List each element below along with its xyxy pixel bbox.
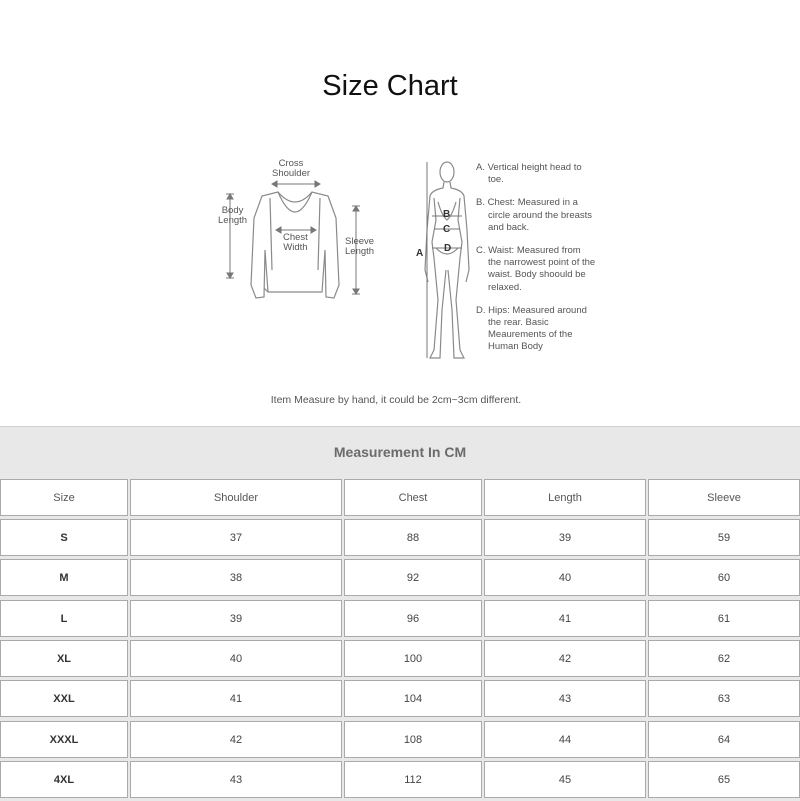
letter-b: B xyxy=(443,209,451,220)
letter-d: D xyxy=(444,243,452,254)
cell-length: 41 xyxy=(484,600,646,637)
sleeve-length-label xyxy=(345,237,374,257)
diagram-drawing xyxy=(0,150,800,380)
cell-length: 40 xyxy=(484,559,646,596)
cell-chest: 100 xyxy=(344,640,482,677)
cell-shoulder: 38 xyxy=(130,559,342,596)
cell-length: 45 xyxy=(484,761,646,798)
cell-size: XL xyxy=(0,640,128,677)
body-illustration xyxy=(425,162,469,358)
letter-a: A xyxy=(416,248,424,259)
cell-length: 39 xyxy=(484,519,646,556)
cell-shoulder: 39 xyxy=(130,600,342,637)
cell-sleeve: 62 xyxy=(648,640,800,677)
body-length-label xyxy=(218,206,247,226)
cell-chest: 104 xyxy=(344,680,482,717)
cell-chest: 88 xyxy=(344,519,482,556)
cell-size: S xyxy=(0,519,128,556)
letter-c: C xyxy=(443,224,451,235)
cell-chest: 96 xyxy=(344,600,482,637)
size-table xyxy=(0,426,800,801)
cell-length: 44 xyxy=(484,721,646,758)
definition-d: D. Hips: Measured around the rear. Basic Meaurements of the Human Body xyxy=(476,304,587,353)
cell-size: M xyxy=(0,559,128,596)
page-title: Size Chart xyxy=(322,70,458,102)
cell-chest: 108 xyxy=(344,721,482,758)
cell-sleeve: 64 xyxy=(648,721,800,758)
header-size: Size xyxy=(0,479,128,516)
cell-size: 4XL xyxy=(0,761,128,798)
cross-shoulder-line1: Cross xyxy=(278,158,304,169)
cell-sleeve: 59 xyxy=(648,519,800,556)
header-sleeve: Sleeve xyxy=(648,479,800,516)
cell-shoulder: 37 xyxy=(130,519,342,556)
chest-width-line2: Width xyxy=(283,242,308,253)
chest-width-line1: Chest xyxy=(283,232,308,243)
definition-c: C. Waist: Measured from the narrowest point of the waist. Body shoould be relaxed. xyxy=(476,245,596,293)
cell-length: 42 xyxy=(484,640,646,677)
body-length-line2: Length xyxy=(218,215,248,226)
cell-chest: 112 xyxy=(344,761,482,798)
cell-chest: 92 xyxy=(344,559,482,596)
cell-sleeve: 65 xyxy=(648,761,800,798)
cell-shoulder: 43 xyxy=(130,761,342,798)
header-chest: Chest xyxy=(344,479,482,516)
body-length-line1: Body xyxy=(221,205,244,216)
cell-shoulder: 42 xyxy=(130,721,342,758)
cell-sleeve: 61 xyxy=(648,600,800,637)
cell-sleeve: 60 xyxy=(648,559,800,596)
definition-b: B. Chest: Measured in a circle around the breasts and back. xyxy=(476,197,593,233)
cell-length: 43 xyxy=(484,680,646,717)
cell-shoulder: 40 xyxy=(130,640,342,677)
cell-size: L xyxy=(0,600,128,637)
header-shoulder: Shoulder xyxy=(130,479,342,516)
cell-shoulder: 41 xyxy=(130,680,342,717)
chest-width-label xyxy=(283,233,308,253)
header-length: Length xyxy=(484,479,646,516)
definition-a: A. Vertical height head to toe. xyxy=(476,162,582,186)
cell-size: XXXL xyxy=(0,721,128,758)
cross-shoulder-label xyxy=(272,159,310,179)
measurement-definitions xyxy=(476,162,596,365)
sleeve-length-line1: Sleeve xyxy=(345,236,375,247)
cross-shoulder-line2: Shoulder xyxy=(272,168,311,179)
table-title: Measurement In CM xyxy=(333,444,467,460)
body-arrows xyxy=(427,162,462,358)
cell-size: XXL xyxy=(0,680,128,717)
sleeve-length-line2: Length xyxy=(345,246,375,257)
measure-note: Item Measure by hand, it could be 2cm~3cm different. xyxy=(270,394,522,406)
measurement-diagram xyxy=(0,150,800,380)
cell-sleeve: 63 xyxy=(648,680,800,717)
